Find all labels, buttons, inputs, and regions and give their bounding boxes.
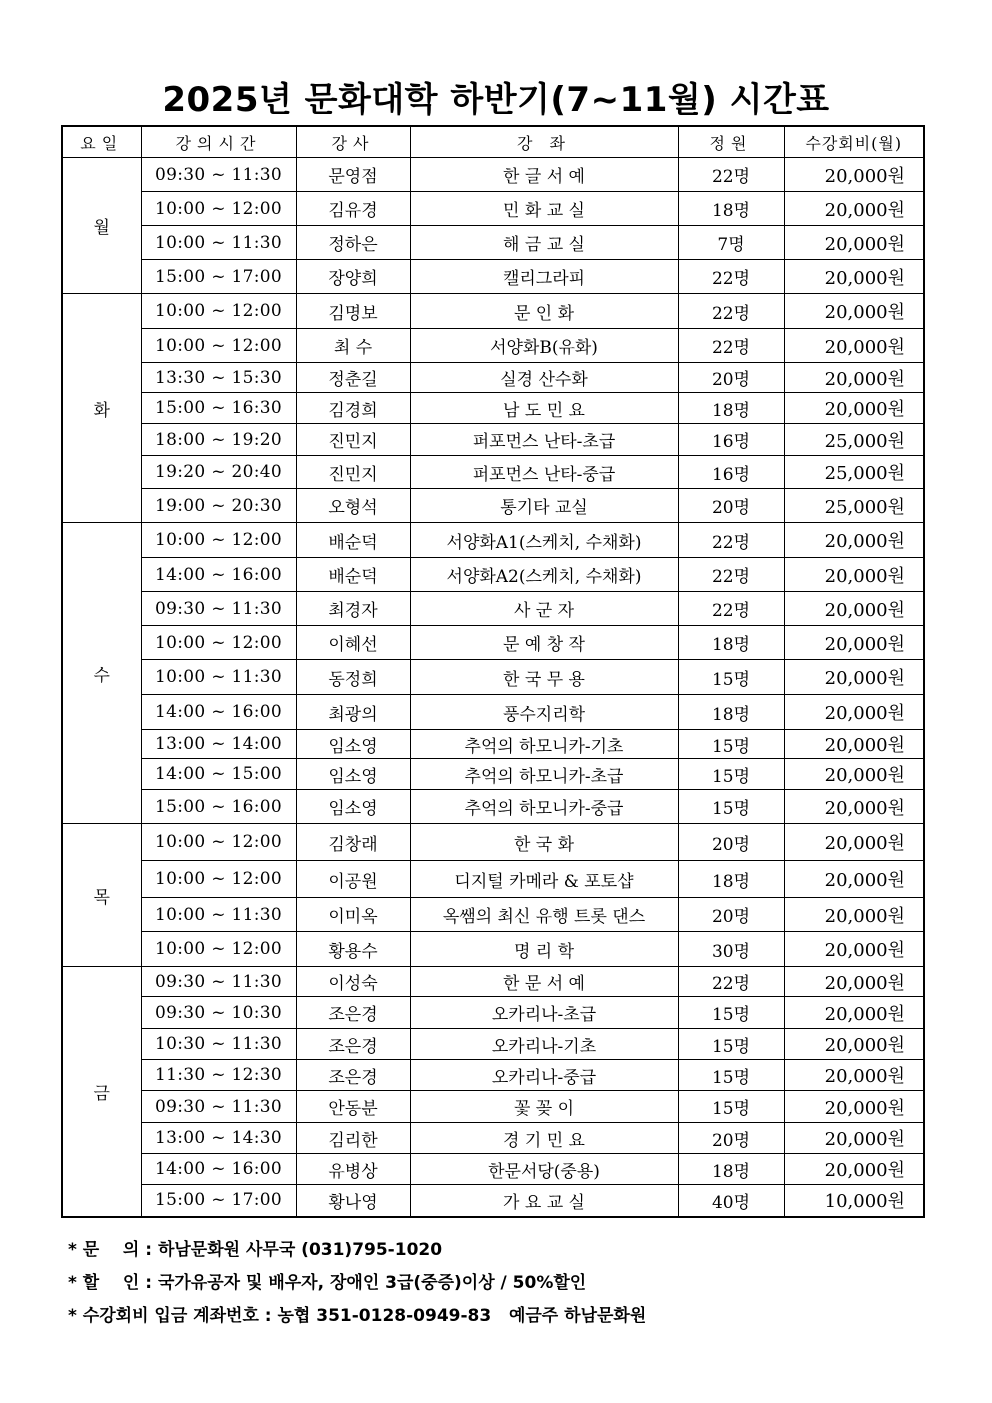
instructor-cell: 김명보 bbox=[296, 294, 410, 329]
capacity-cell: 18명 bbox=[678, 695, 784, 730]
time-cell: 11:30 ~ 12:30 bbox=[141, 1060, 296, 1091]
capacity-cell: 22명 bbox=[678, 260, 784, 294]
capacity-cell: 15명 bbox=[678, 1060, 784, 1091]
fee-cell: 20,000원 bbox=[784, 260, 924, 294]
instructor-cell: 이미옥 bbox=[296, 898, 410, 932]
course-cell: 서양화B(유화) bbox=[410, 329, 678, 363]
instructor-cell: 황용수 bbox=[296, 932, 410, 967]
table-row bbox=[62, 558, 924, 592]
instructor-cell: 오형석 bbox=[296, 489, 410, 523]
table-row bbox=[62, 260, 924, 294]
table-row bbox=[62, 456, 924, 489]
time-cell: 10:00 ~ 12:00 bbox=[141, 824, 296, 861]
course-cell: 한 국 화 bbox=[410, 824, 678, 861]
course-cell: 문 인 화 bbox=[410, 294, 678, 329]
fee-cell: 20,000원 bbox=[784, 226, 924, 260]
fee-cell: 10,000원 bbox=[784, 1185, 924, 1217]
instructor-cell: 임소영 bbox=[296, 790, 410, 824]
table-row bbox=[62, 592, 924, 626]
note-payment-account: * 수강회비 입금 계좌번호 : 농협 351-0128-0949-83 예금주 하남문화원 bbox=[68, 1306, 647, 1326]
time-cell: 19:20 ~ 20:40 bbox=[141, 456, 296, 489]
fee-cell: 20,000원 bbox=[784, 1091, 924, 1123]
time-cell: 10:00 ~ 12:00 bbox=[141, 523, 296, 558]
capacity-cell: 18명 bbox=[678, 393, 784, 424]
course-cell: 한 국 무 용 bbox=[410, 660, 678, 695]
instructor-cell: 배순덕 bbox=[296, 558, 410, 592]
time-cell: 19:00 ~ 20:30 bbox=[141, 489, 296, 523]
course-cell: 풍수지리학 bbox=[410, 695, 678, 730]
instructor-cell: 장양희 bbox=[296, 260, 410, 294]
table-row bbox=[62, 660, 924, 695]
table-row bbox=[62, 1123, 924, 1154]
capacity-cell: 22명 bbox=[678, 592, 784, 626]
table-row bbox=[62, 294, 924, 329]
time-cell: 10:30 ~ 11:30 bbox=[141, 1029, 296, 1060]
capacity-cell: 30명 bbox=[678, 932, 784, 967]
course-cell: 퍼포먼스 난타-초급 bbox=[410, 424, 678, 456]
fee-cell: 20,000원 bbox=[784, 523, 924, 558]
time-cell: 10:00 ~ 12:00 bbox=[141, 192, 296, 226]
table-row bbox=[62, 424, 924, 456]
table-row bbox=[62, 967, 924, 997]
time-cell: 10:00 ~ 12:00 bbox=[141, 329, 296, 363]
fee-cell: 20,000원 bbox=[784, 294, 924, 329]
page-title: 2025년 문화대학 하반기(7~11월) 시간표 bbox=[162, 80, 830, 120]
instructor-cell: 최광의 bbox=[296, 695, 410, 730]
instructor-cell: 정춘길 bbox=[296, 363, 410, 393]
capacity-cell: 20명 bbox=[678, 489, 784, 523]
fee-cell: 20,000원 bbox=[784, 932, 924, 967]
capacity-cell: 15명 bbox=[678, 1091, 784, 1123]
instructor-cell: 이성숙 bbox=[296, 967, 410, 997]
instructor-cell: 배순덕 bbox=[296, 523, 410, 558]
course-cell: 오카리나-기초 bbox=[410, 1029, 678, 1060]
table-row bbox=[62, 861, 924, 898]
time-cell: 10:00 ~ 12:00 bbox=[141, 626, 296, 660]
instructor-cell: 조은경 bbox=[296, 1060, 410, 1091]
time-cell: 13:00 ~ 14:00 bbox=[141, 730, 296, 759]
capacity-cell: 20명 bbox=[678, 363, 784, 393]
instructor-cell: 진민지 bbox=[296, 456, 410, 489]
instructor-cell: 최 수 bbox=[296, 329, 410, 363]
capacity-cell: 15명 bbox=[678, 790, 784, 824]
course-cell: 경 기 민 요 bbox=[410, 1123, 678, 1154]
instructor-cell: 진민지 bbox=[296, 424, 410, 456]
capacity-cell: 16명 bbox=[678, 424, 784, 456]
instructor-cell: 황나영 bbox=[296, 1185, 410, 1217]
time-cell: 15:00 ~ 17:00 bbox=[141, 260, 296, 294]
fee-cell: 20,000원 bbox=[784, 1029, 924, 1060]
table-row bbox=[62, 192, 924, 226]
capacity-cell: 15명 bbox=[678, 730, 784, 759]
instructor-cell: 유병상 bbox=[296, 1154, 410, 1185]
time-cell: 18:00 ~ 19:20 bbox=[141, 424, 296, 456]
table-row bbox=[62, 824, 924, 861]
fee-cell: 20,000원 bbox=[784, 393, 924, 424]
instructor-cell: 김리한 bbox=[296, 1123, 410, 1154]
table-row bbox=[62, 626, 924, 660]
time-cell: 15:00 ~ 16:00 bbox=[141, 790, 296, 824]
table-row bbox=[62, 730, 924, 759]
instructor-cell: 김창래 bbox=[296, 824, 410, 861]
table-row bbox=[62, 1154, 924, 1185]
header-time: 강의시간 bbox=[141, 126, 296, 158]
instructor-cell: 동정희 bbox=[296, 660, 410, 695]
instructor-cell: 임소영 bbox=[296, 759, 410, 790]
time-cell: 09:30 ~ 11:30 bbox=[141, 592, 296, 626]
course-cell: 추억의 하모니카-초급 bbox=[410, 759, 678, 790]
fee-cell: 20,000원 bbox=[784, 997, 924, 1029]
course-cell: 오카리나-중급 bbox=[410, 1060, 678, 1091]
table-row bbox=[62, 759, 924, 790]
course-cell: 한 문 서 예 bbox=[410, 967, 678, 997]
time-cell: 09:30 ~ 11:30 bbox=[141, 158, 296, 192]
fee-cell: 20,000원 bbox=[784, 730, 924, 759]
fee-cell: 20,000원 bbox=[784, 626, 924, 660]
course-cell: 사 군 자 bbox=[410, 592, 678, 626]
course-cell: 퍼포먼스 난타-중급 bbox=[410, 456, 678, 489]
time-cell: 15:00 ~ 17:00 bbox=[141, 1185, 296, 1217]
instructor-cell: 이혜선 bbox=[296, 626, 410, 660]
capacity-cell: 15명 bbox=[678, 997, 784, 1029]
instructor-cell: 이공원 bbox=[296, 861, 410, 898]
capacity-cell: 40명 bbox=[678, 1185, 784, 1217]
fee-cell: 25,000원 bbox=[784, 489, 924, 523]
fee-cell: 20,000원 bbox=[784, 158, 924, 192]
note-inquiry: * 문 의 : 하남문화원 사무국 (031)795-1020 bbox=[68, 1240, 443, 1260]
instructor-cell: 문영점 bbox=[296, 158, 410, 192]
capacity-cell: 22명 bbox=[678, 967, 784, 997]
fee-cell: 20,000원 bbox=[784, 861, 924, 898]
fee-cell: 25,000원 bbox=[784, 424, 924, 456]
table-row bbox=[62, 1091, 924, 1123]
time-cell: 09:30 ~ 11:30 bbox=[141, 967, 296, 997]
fee-cell: 20,000원 bbox=[784, 329, 924, 363]
fee-cell: 20,000원 bbox=[784, 967, 924, 997]
course-cell: 추억의 하모니카-기초 bbox=[410, 730, 678, 759]
instructor-cell: 정하은 bbox=[296, 226, 410, 260]
capacity-cell: 20명 bbox=[678, 824, 784, 861]
table-row bbox=[62, 226, 924, 260]
day-cell: 화 bbox=[62, 294, 141, 523]
time-cell: 10:00 ~ 12:00 bbox=[141, 861, 296, 898]
course-cell: 통기타 교실 bbox=[410, 489, 678, 523]
course-cell: 꽃 꽂 이 bbox=[410, 1091, 678, 1123]
header-course: 강 좌 bbox=[410, 126, 678, 158]
course-cell: 캘리그라피 bbox=[410, 260, 678, 294]
instructor-cell: 김유경 bbox=[296, 192, 410, 226]
table-row bbox=[62, 329, 924, 363]
course-cell: 명 리 학 bbox=[410, 932, 678, 967]
course-cell: 가 요 교 실 bbox=[410, 1185, 678, 1217]
table-row bbox=[62, 1029, 924, 1060]
fee-cell: 20,000원 bbox=[784, 790, 924, 824]
capacity-cell: 15명 bbox=[678, 660, 784, 695]
capacity-cell: 7명 bbox=[678, 226, 784, 260]
header-instructor: 강사 bbox=[296, 126, 410, 158]
capacity-cell: 18명 bbox=[678, 192, 784, 226]
course-cell: 서양화A2(스케치, 수채화) bbox=[410, 558, 678, 592]
table-row bbox=[62, 790, 924, 824]
table-row bbox=[62, 393, 924, 424]
time-cell: 09:30 ~ 10:30 bbox=[141, 997, 296, 1029]
capacity-cell: 18명 bbox=[678, 626, 784, 660]
schedule-body bbox=[62, 158, 924, 1217]
capacity-cell: 16명 bbox=[678, 456, 784, 489]
table-row bbox=[62, 898, 924, 932]
table-row bbox=[62, 489, 924, 523]
time-cell: 14:00 ~ 16:00 bbox=[141, 558, 296, 592]
capacity-cell: 22명 bbox=[678, 329, 784, 363]
capacity-cell: 18명 bbox=[678, 861, 784, 898]
course-cell: 남 도 민 요 bbox=[410, 393, 678, 424]
instructor-cell: 김경희 bbox=[296, 393, 410, 424]
table-row bbox=[62, 695, 924, 730]
header-day: 요일 bbox=[62, 126, 141, 158]
table-row bbox=[62, 1185, 924, 1217]
table-row bbox=[62, 158, 924, 192]
course-cell: 디지털 카메라 & 포토샵 bbox=[410, 861, 678, 898]
time-cell: 13:00 ~ 14:30 bbox=[141, 1123, 296, 1154]
instructor-cell: 조은경 bbox=[296, 1029, 410, 1060]
table-row bbox=[62, 523, 924, 558]
fee-cell: 20,000원 bbox=[784, 363, 924, 393]
time-cell: 15:00 ~ 16:30 bbox=[141, 393, 296, 424]
day-cell: 수 bbox=[62, 523, 141, 824]
time-cell: 10:00 ~ 11:30 bbox=[141, 660, 296, 695]
instructor-cell: 임소영 bbox=[296, 730, 410, 759]
course-cell: 옥쌤의 최신 유행 트롯 댄스 bbox=[410, 898, 678, 932]
header-fee: 수강회비(월) bbox=[784, 126, 924, 158]
note-discount: * 할 인 : 국가유공자 및 배우자, 장애인 3급(중증)이상 / 50%할인 bbox=[68, 1273, 587, 1293]
time-cell: 14:00 ~ 16:00 bbox=[141, 1154, 296, 1185]
course-cell: 문 예 창 작 bbox=[410, 626, 678, 660]
course-cell: 오카리나-초급 bbox=[410, 997, 678, 1029]
time-cell: 10:00 ~ 12:00 bbox=[141, 294, 296, 329]
fee-cell: 20,000원 bbox=[784, 824, 924, 861]
time-cell: 13:30 ~ 15:30 bbox=[141, 363, 296, 393]
course-cell: 한 글 서 예 bbox=[410, 158, 678, 192]
course-cell: 한문서당(중용) bbox=[410, 1154, 678, 1185]
day-cell: 월 bbox=[62, 158, 141, 294]
fee-cell: 20,000원 bbox=[784, 1154, 924, 1185]
time-cell: 10:00 ~ 11:30 bbox=[141, 226, 296, 260]
time-cell: 09:30 ~ 11:30 bbox=[141, 1091, 296, 1123]
fee-cell: 20,000원 bbox=[784, 695, 924, 730]
day-cell: 금 bbox=[62, 967, 141, 1217]
table-row bbox=[62, 1060, 924, 1091]
capacity-cell: 15명 bbox=[678, 1029, 784, 1060]
capacity-cell: 22명 bbox=[678, 158, 784, 192]
time-cell: 10:00 ~ 12:00 bbox=[141, 932, 296, 967]
fee-cell: 20,000원 bbox=[784, 759, 924, 790]
fee-cell: 20,000원 bbox=[784, 592, 924, 626]
fee-cell: 20,000원 bbox=[784, 898, 924, 932]
capacity-cell: 20명 bbox=[678, 1123, 784, 1154]
day-cell: 목 bbox=[62, 824, 141, 967]
capacity-cell: 22명 bbox=[678, 294, 784, 329]
instructor-cell: 최경자 bbox=[296, 592, 410, 626]
table-row bbox=[62, 363, 924, 393]
time-cell: 14:00 ~ 16:00 bbox=[141, 695, 296, 730]
fee-cell: 25,000원 bbox=[784, 456, 924, 489]
capacity-cell: 15명 bbox=[678, 759, 784, 790]
table-header-row bbox=[62, 126, 924, 158]
schedule-table bbox=[61, 125, 925, 1218]
header-capacity: 정원 bbox=[678, 126, 784, 158]
course-cell: 실경 산수화 bbox=[410, 363, 678, 393]
course-cell: 민 화 교 실 bbox=[410, 192, 678, 226]
fee-cell: 20,000원 bbox=[784, 660, 924, 695]
capacity-cell: 22명 bbox=[678, 558, 784, 592]
course-cell: 추억의 하모니카-중급 bbox=[410, 790, 678, 824]
capacity-cell: 20명 bbox=[678, 898, 784, 932]
instructor-cell: 조은경 bbox=[296, 997, 410, 1029]
table-row bbox=[62, 932, 924, 967]
fee-cell: 20,000원 bbox=[784, 1123, 924, 1154]
notes-section bbox=[68, 1234, 968, 1333]
course-cell: 해 금 교 실 bbox=[410, 226, 678, 260]
capacity-cell: 18명 bbox=[678, 1154, 784, 1185]
capacity-cell: 22명 bbox=[678, 523, 784, 558]
time-cell: 10:00 ~ 11:30 bbox=[141, 898, 296, 932]
time-cell: 14:00 ~ 15:00 bbox=[141, 759, 296, 790]
fee-cell: 20,000원 bbox=[784, 192, 924, 226]
course-cell: 서양화A1(스케치, 수채화) bbox=[410, 523, 678, 558]
fee-cell: 20,000원 bbox=[784, 1060, 924, 1091]
table-row bbox=[62, 997, 924, 1029]
fee-cell: 20,000원 bbox=[784, 558, 924, 592]
instructor-cell: 안동분 bbox=[296, 1091, 410, 1123]
